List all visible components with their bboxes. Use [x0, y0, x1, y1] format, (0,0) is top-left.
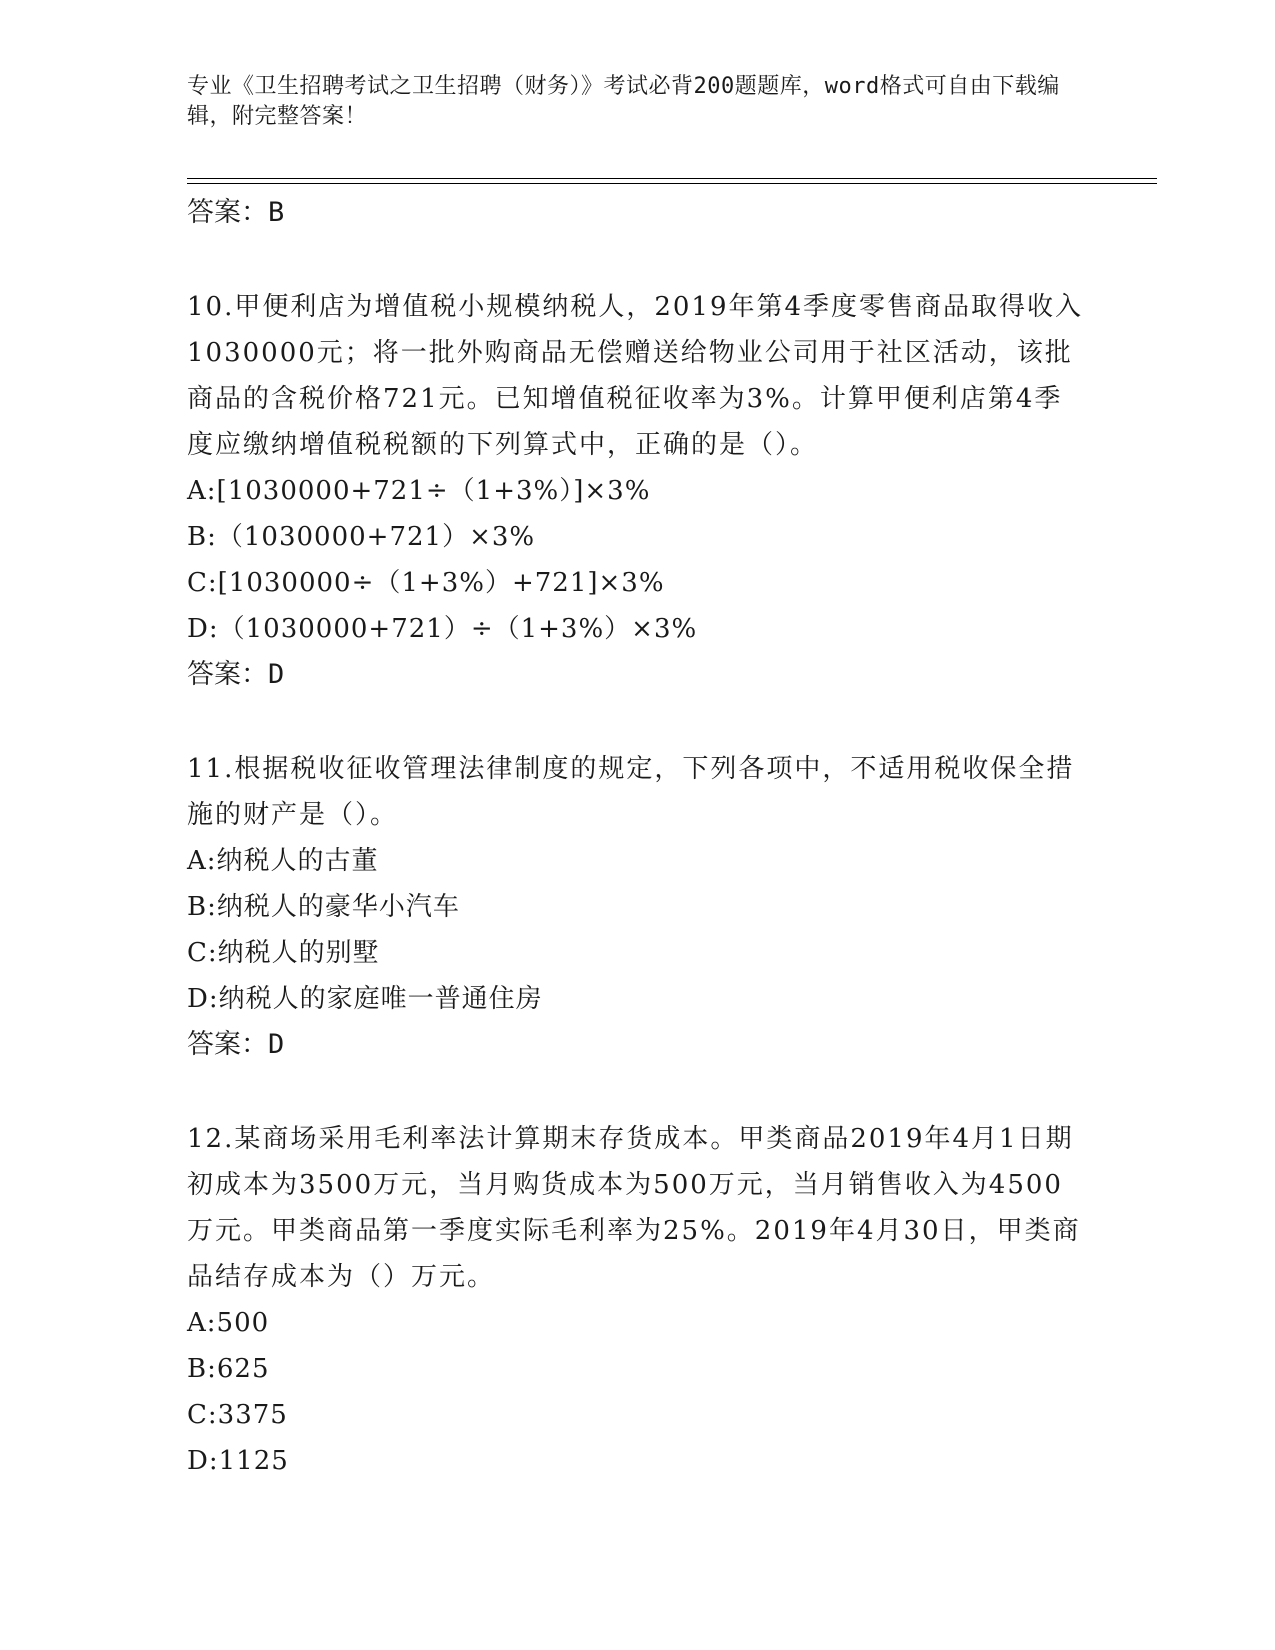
option-letter: A: [187, 1308, 217, 1338]
option-c [187, 930, 1087, 976]
question-12 [187, 1116, 1087, 1484]
header-divider [187, 178, 1157, 184]
option-b [187, 884, 1087, 930]
option-b [187, 514, 1087, 560]
document-header: 专业《卫生招聘考试之卫生招聘（财务）》考试必背200题题库，word格式可自由下载编辑，附完整答案！ [187, 74, 1060, 129]
answer-line: 答案：D [187, 659, 285, 690]
question-10 [187, 284, 1087, 698]
document-body [187, 190, 1087, 1484]
option-list [187, 468, 1087, 652]
option-text: 500 [216, 1308, 270, 1338]
option-letter: A: [187, 846, 217, 876]
option-text: 3375 [217, 1400, 288, 1430]
option-text: 625 [216, 1354, 270, 1384]
question-text: 11.根据税收征收管理法律制度的规定，下列各项中，不适用税收保全措施的财产是（）。 [187, 754, 1075, 830]
option-a [187, 838, 1087, 884]
option-letter: B: [187, 892, 217, 922]
question-text: 12.某商场采用毛利率法计算期末存货成本。甲类商品2019年4月1日期初成本为3500万元，当月购货成本为500万元，当月销售收入为4500万元。甲类商品第一季度实际毛利率为25%。2019年4月30日，甲类商品结存成本为（）万元。 [187, 1124, 1081, 1292]
question-11 [187, 746, 1087, 1068]
option-text: （1030000+721）÷（1+3%）×3% [218, 614, 698, 644]
option-letter: D: [187, 614, 219, 644]
option-letter: C: [187, 938, 218, 968]
option-text: 1125 [218, 1446, 289, 1476]
option-letter: B: [187, 1354, 217, 1384]
question-text: 10.甲便利店为增值税小规模纳税人，2019年第4季度零售商品取得收入1030000元；将一批外购商品无偿赠送给物业公司用于社区活动，该批商品的含税价格721元。已知增值税征收率为3%。计算甲便利店第4季度应缴纳增值税税额的下列算式中，正确的是（）。 [187, 292, 1084, 460]
option-text: 纳税人的家庭唯一普通住房 [218, 984, 543, 1014]
answer-line: 答案：B [187, 197, 285, 228]
option-d [187, 606, 1087, 652]
option-letter: C: [187, 1400, 218, 1430]
option-text: [1030000÷（1+3%）+721]×3% [217, 568, 665, 598]
option-text: （1030000+721）×3% [216, 522, 536, 552]
option-text: 纳税人的豪华小汽车 [216, 892, 460, 922]
option-letter: C: [187, 568, 218, 598]
option-list [187, 838, 1087, 1022]
option-d [187, 1438, 1087, 1484]
option-list [187, 1300, 1087, 1484]
option-letter: A: [187, 476, 217, 506]
option-text: 纳税人的古董 [216, 846, 379, 876]
option-a [187, 468, 1087, 514]
option-b [187, 1346, 1087, 1392]
option-a [187, 1300, 1087, 1346]
option-letter: D: [187, 1446, 219, 1476]
answer-line: 答案：D [187, 1029, 285, 1060]
option-d [187, 976, 1087, 1022]
option-text: 纳税人的别墅 [217, 938, 380, 968]
option-text: [1030000+721÷（1+3%）]×3% [216, 476, 651, 506]
option-letter: B: [187, 522, 217, 552]
option-c [187, 1392, 1087, 1438]
option-c [187, 560, 1087, 606]
option-letter: D: [187, 984, 219, 1014]
